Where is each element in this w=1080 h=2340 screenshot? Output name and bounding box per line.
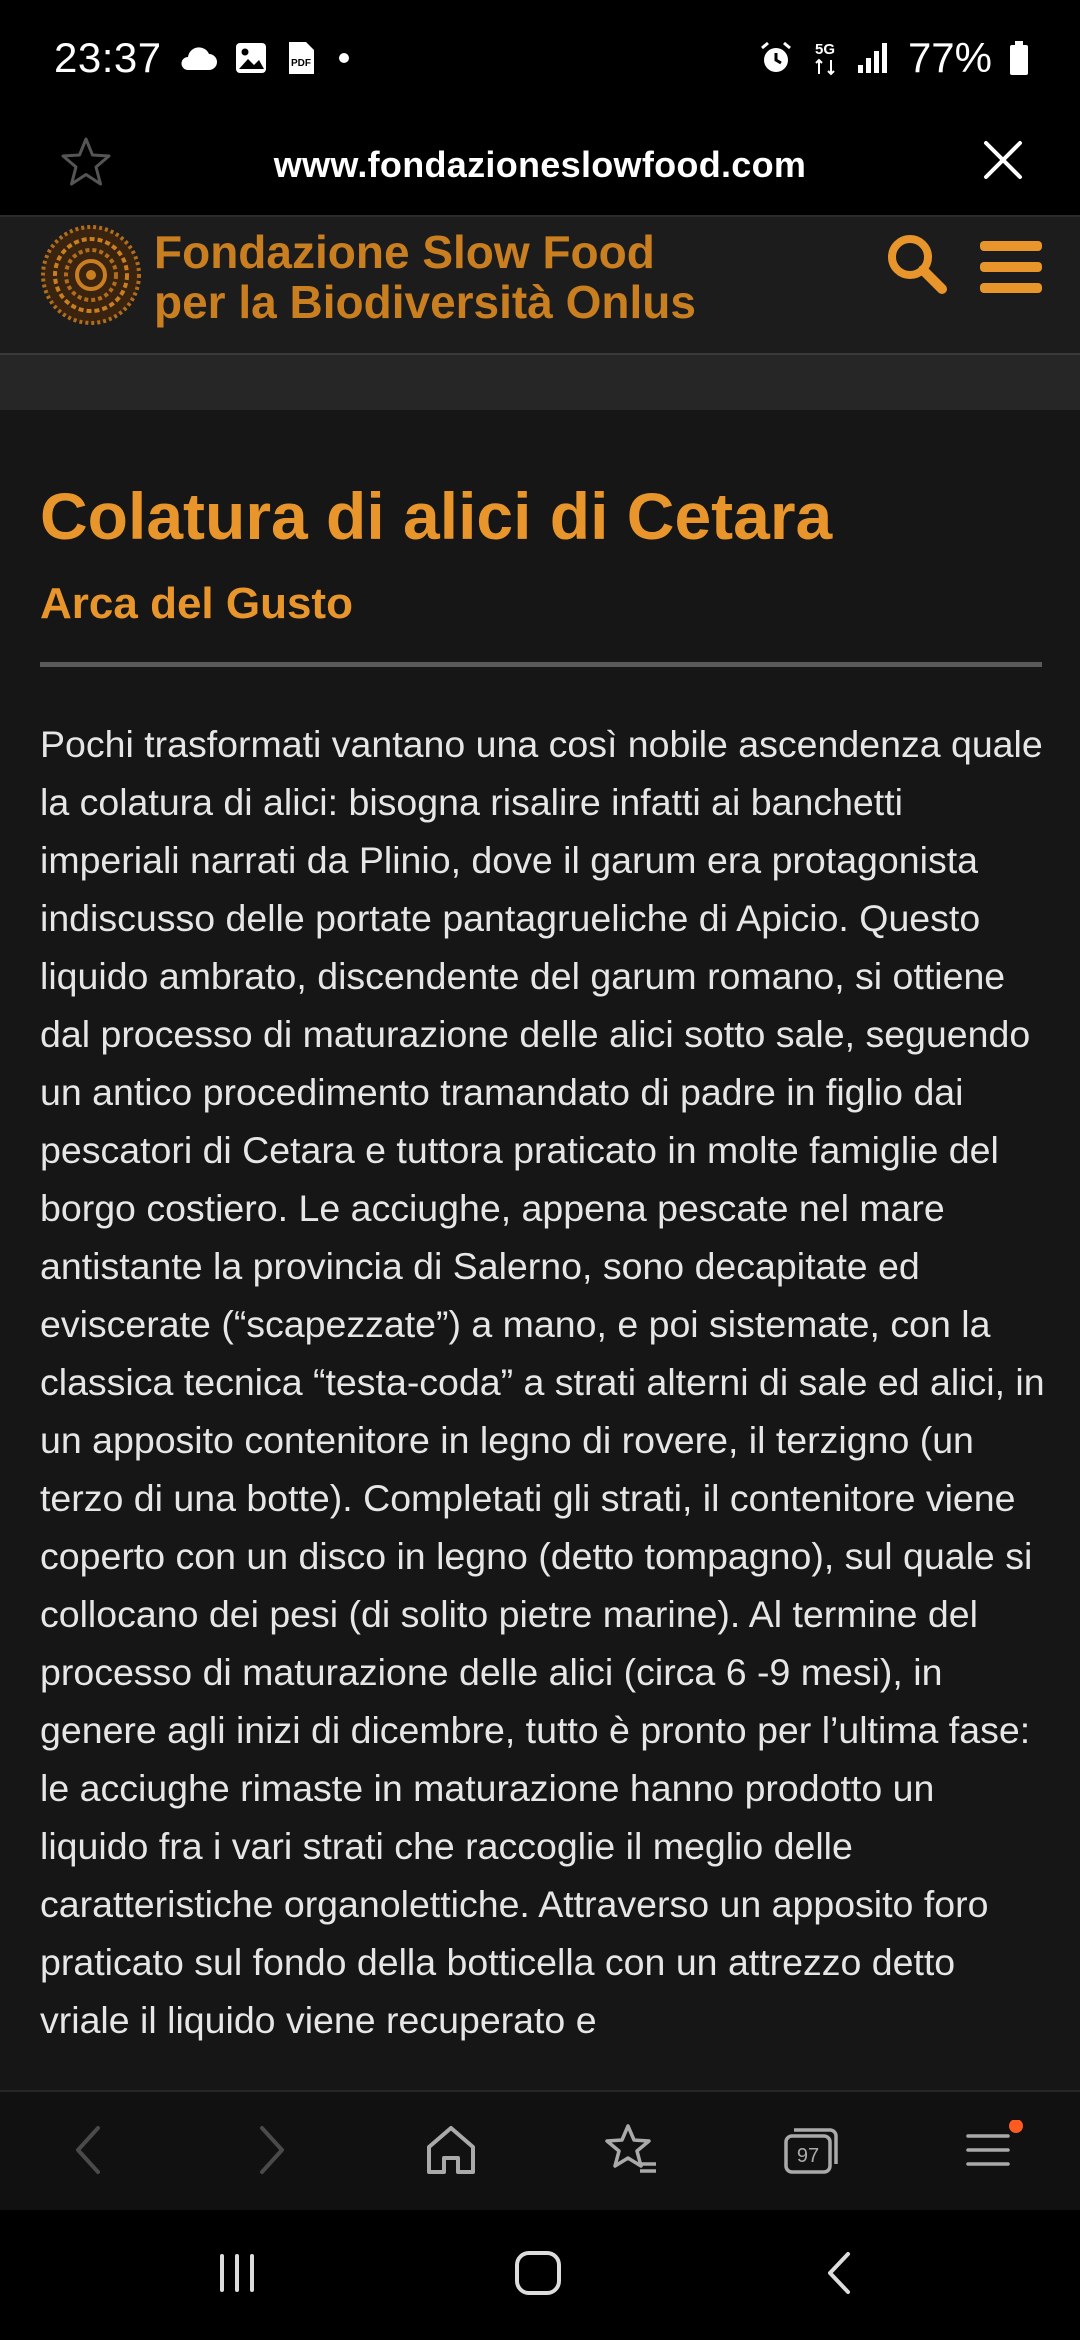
battery-percent: 77% <box>907 33 992 81</box>
clock: 23:37 <box>54 33 162 81</box>
home-button-icon[interactable] <box>512 2248 564 2303</box>
svg-text:5G: 5G <box>814 40 835 58</box>
menu-icon[interactable] <box>960 2120 1024 2185</box>
image-icon <box>234 41 268 75</box>
url-bar <box>0 115 1080 215</box>
svg-text:PDF: PDF <box>290 57 311 69</box>
tabs-count: 97 <box>796 2145 820 2167</box>
status-right <box>758 34 1030 82</box>
browser-toolbar <box>0 2090 1080 2210</box>
logo-snail-icon[interactable] <box>38 222 144 333</box>
logo-line-1: Fondazione Slow Food <box>154 226 655 278</box>
bookmarks-icon[interactable] <box>600 2120 660 2185</box>
recent-apps-icon[interactable] <box>212 2248 262 2303</box>
close-icon[interactable] <box>978 135 1028 190</box>
dot-icon <box>334 48 354 68</box>
battery-icon <box>1008 40 1030 76</box>
pdf-icon <box>284 40 318 76</box>
cloud-icon <box>178 44 218 72</box>
system-navigation-bar <box>0 2210 1080 2340</box>
url-text[interactable]: www.fondazioneslowfood.com <box>273 144 807 185</box>
site-logo-text[interactable] <box>154 227 696 327</box>
5g-icon <box>810 38 840 78</box>
home-icon[interactable] <box>424 2120 478 2185</box>
status-left <box>54 34 354 82</box>
hamburger-menu-icon[interactable] <box>978 239 1044 300</box>
site-header <box>0 215 1080 355</box>
page-title: Colatura di alici di Cetara <box>40 479 833 553</box>
article-content[interactable] <box>0 410 1080 2090</box>
forward-icon[interactable] <box>246 2120 296 2185</box>
page-subtitle: Arca del Gusto <box>40 579 353 628</box>
bookmark-star-icon[interactable] <box>56 133 116 198</box>
back-icon[interactable] <box>64 2120 114 2185</box>
signal-icon <box>856 41 892 75</box>
search-icon[interactable] <box>884 231 948 300</box>
status-bar <box>0 0 1080 115</box>
article-body: Pochi trasformati vantano una così nobile ascendenza quale la colatura di alici: bisogna risalire infatti ai banchetti imperiali narrati da Plinio, dove il garum era protagonista indiscusso delle portate pantagrueliche di Apicio. Questo liquido ambrato, discendente del garum romano, si ottiene dal processo di maturazione delle alici sotto sale, seguendo un antico procedimento tramandato di padre in figlio dai pescatori di Cetara e tuttora praticato in molte famiglie del borgo costiero. Le acciughe, appena pescate nel mare antistante la provincia di Salerno, sono decapitate ed eviscerate (“scapezzate”) a mano, e poi sistemate, con la classica tecnica “testa-coda” a strati alterni di sale ed alici, in un apposito contenitore in legno di rovere, il terzigno (un terzo di una botte). Completati gli strati, il contenitore viene coperto con un disco in legno (detto tompagno), sul quale si collocano dei pesi (di solito pietre marine). Al termine del processo di maturazione delle alici (circa 6 -9 mesi), in genere agli inizi di dicembre, tutto è pronto per l’ultima fase: le acciughe rimaste in maturazione hanno prodotto un liquido fra i vari strati che raccoglie il meglio delle caratteristiche organolettiche. Attraverso un apposito foro praticato sul fondo della botticella con un attrezzo detto vriale il liquido viene recuperato e <box>40 723 1045 2041</box>
header-sub-band <box>0 355 1080 410</box>
system-back-icon[interactable] <box>816 2248 866 2303</box>
logo-line-2: per la Biodiversità Onlus <box>154 276 696 328</box>
alarm-icon <box>758 40 794 76</box>
title-divider <box>40 662 1042 667</box>
tabs-icon[interactable] <box>780 2120 844 2185</box>
